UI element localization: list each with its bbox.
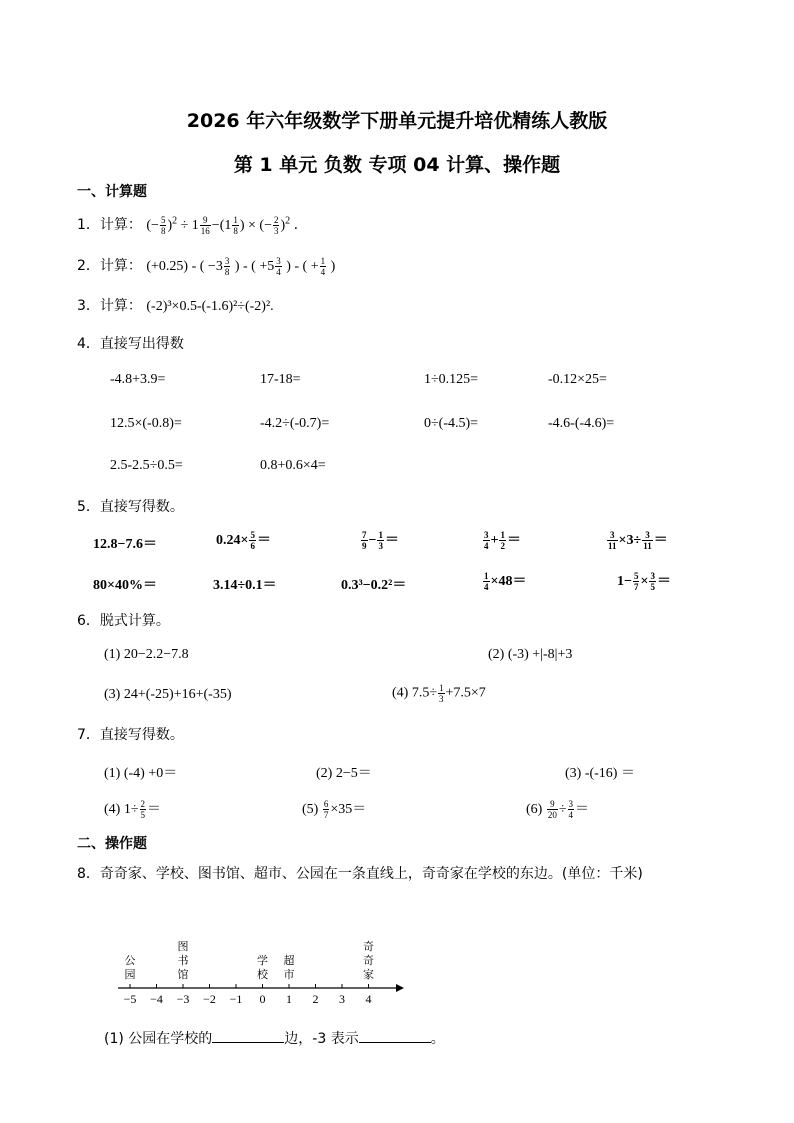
question-number: 6． bbox=[77, 613, 100, 629]
question-label: 计算： bbox=[99, 298, 142, 314]
q6-item: (4) 7.5÷ $\frac{1}{3}$ +7.5×7 bbox=[392, 683, 486, 704]
q4-item: 1÷0.125= bbox=[424, 372, 479, 387]
svg-text:市: 市 bbox=[283, 968, 295, 981]
q1-expression: (− $\frac{5}{8}$ )$^2$ ÷ 1 $\frac{9}{16}$ −(1 $\frac{1}{8}$ ) × (− $\frac{2}{3}$ )$^2$ bbox=[146, 215, 291, 237]
answer-blank[interactable] bbox=[359, 1030, 431, 1043]
q7-item: (3) -(-16) ＝ bbox=[565, 766, 635, 781]
q7-item: (5) $\frac{6}{7}$ ×35＝ bbox=[302, 799, 367, 821]
place-labels bbox=[125, 940, 375, 981]
question-label: 脱式计算。 bbox=[99, 613, 170, 629]
q4-item: -4.2÷(-0.7)= bbox=[260, 416, 330, 431]
q4-item: 17-18= bbox=[260, 372, 301, 387]
q6-item: (2) (-3) +|-8|+3 bbox=[488, 647, 573, 662]
tick-label: −4 bbox=[150, 992, 163, 1006]
q8-sub1: (1) 公园在学校的 边，-3 表示 。 bbox=[104, 1031, 445, 1047]
tick-label: −2 bbox=[203, 992, 216, 1006]
place-label bbox=[125, 954, 136, 981]
q5-item: 1− $\frac{5}{7}$ × $\frac{3}{5}$ ＝ bbox=[617, 571, 671, 593]
tick-label: 0 bbox=[259, 992, 266, 1006]
doc-title: 2026 年六年级数学下册单元提升培优精练人教版 bbox=[186, 110, 608, 132]
svg-text:家: 家 bbox=[363, 968, 374, 981]
svg-text:馆: 馆 bbox=[177, 968, 189, 981]
svg-text:学: 学 bbox=[257, 954, 268, 967]
svg-text:校: 校 bbox=[257, 968, 268, 981]
svg-text:超: 超 bbox=[283, 954, 295, 967]
question-label: 直接写出得数 bbox=[99, 336, 184, 352]
q5-item: 0.3³−0.2²＝ bbox=[341, 578, 407, 593]
svg-text:图: 图 bbox=[177, 940, 189, 953]
tick-label: 4 bbox=[365, 992, 372, 1006]
question-label: 直接写得数。 bbox=[99, 727, 184, 743]
question-text: 奇奇家、学校、图书馆、超市、公园在一条直线上，奇奇家在学校的东边。(单位：千米) bbox=[99, 866, 643, 882]
svg-text:奇: 奇 bbox=[363, 954, 374, 967]
q5-item: 80×40%＝ bbox=[93, 578, 157, 593]
place-label bbox=[257, 954, 269, 981]
tick-label: −5 bbox=[123, 992, 137, 1006]
question-number: 2． bbox=[77, 258, 100, 274]
tick-label: 1 bbox=[286, 992, 292, 1006]
question-1 bbox=[77, 214, 298, 236]
q4-item: -4.6-(-4.6)= bbox=[548, 416, 615, 431]
q5-item: 0.24× $\frac{5}{6}$ ＝ bbox=[216, 530, 271, 552]
question-4 bbox=[77, 333, 184, 353]
q5-item: 3.14÷0.1＝ bbox=[213, 578, 277, 593]
question-number: 7． bbox=[77, 727, 100, 743]
arrow-icon bbox=[396, 984, 404, 992]
tick-label: 3 bbox=[339, 992, 345, 1006]
q6-item: (3) 24+(-25)+16+(-35) bbox=[104, 687, 232, 702]
question-label: 直接写得数。 bbox=[99, 499, 184, 515]
question-8 bbox=[77, 860, 697, 889]
q4-item: -4.8+3.9= bbox=[110, 372, 166, 387]
q4-item: 2.5-2.5÷0.5= bbox=[110, 458, 183, 473]
q7-item: (4) 1÷ $\frac{2}{5}$ ＝ bbox=[104, 799, 162, 821]
q4-item: 0.8+0.6×4= bbox=[260, 458, 326, 473]
svg-text:书: 书 bbox=[177, 954, 189, 967]
question-label: 计算： bbox=[99, 258, 142, 274]
q3-expression: (-2)³×0.5-(-1.6)²÷(-2)². bbox=[146, 299, 274, 314]
section-heading-operation: 二、操作题 bbox=[77, 836, 147, 852]
place-label bbox=[178, 940, 189, 981]
question-label: 计算： bbox=[99, 217, 142, 233]
q7-item: (6) $\frac{9}{20}$ ÷ $\frac{3}{4}$ ＝ bbox=[526, 799, 590, 821]
q5-item: $\frac{3}{4}$ + $\frac{1}{2}$ ＝ bbox=[484, 530, 521, 552]
question-number: 5． bbox=[77, 499, 100, 515]
tick-label: −3 bbox=[176, 992, 190, 1006]
q5-item: $\frac{1}{4}$ ×48＝ bbox=[484, 571, 527, 593]
place-label bbox=[363, 940, 374, 981]
q7-item: (2) 2−5＝ bbox=[316, 766, 372, 781]
q7-item: (1) (-4) +0＝ bbox=[104, 766, 178, 781]
svg-text:公: 公 bbox=[124, 954, 136, 967]
question-number: 1． bbox=[77, 217, 100, 233]
question-number: 3． bbox=[77, 298, 100, 314]
section-heading-calc: 一、计算题 bbox=[77, 184, 147, 200]
number-line bbox=[100, 925, 410, 1010]
q5-item: 12.8−7.6＝ bbox=[93, 537, 157, 552]
q4-item: -0.12×25= bbox=[548, 372, 607, 387]
svg-text:奇: 奇 bbox=[363, 940, 374, 953]
q2-expression: (+0.25) - ( −3 $\frac{3}{8}$ ) - ( +5 $\frac{3}{4}$ ) - ( + $\frac{1}{4}$ ) bbox=[146, 256, 336, 278]
q1-dot: . bbox=[293, 217, 299, 233]
question-5 bbox=[77, 496, 184, 516]
q6-item: (1) 20−2.2−7.8 bbox=[104, 647, 189, 662]
q5-item: $\frac{3}{11}$ ×3÷ $\frac{3}{11}$ ＝ bbox=[608, 530, 668, 552]
doc-subtitle: 第 1 单元 负数 专项 04 计算、操作题 bbox=[233, 154, 561, 176]
tick-marks bbox=[124, 984, 372, 1006]
question-6 bbox=[77, 610, 170, 630]
tick-label: −1 bbox=[229, 992, 243, 1006]
question-7 bbox=[77, 724, 184, 744]
svg-text:园: 园 bbox=[124, 968, 136, 981]
question-number: 4． bbox=[77, 336, 100, 352]
place-label bbox=[284, 953, 295, 981]
tick-label: 2 bbox=[312, 992, 319, 1006]
q4-item: 0÷(-4.5)= bbox=[424, 416, 479, 431]
q5-item: $\frac{7}{9}$ − $\frac{1}{3}$ ＝ bbox=[362, 530, 399, 552]
question-2 bbox=[77, 255, 335, 277]
q4-item: 12.5×(-0.8)= bbox=[110, 416, 182, 431]
question-3 bbox=[77, 295, 274, 315]
question-number: 8． bbox=[77, 866, 100, 882]
answer-blank[interactable] bbox=[212, 1030, 284, 1043]
